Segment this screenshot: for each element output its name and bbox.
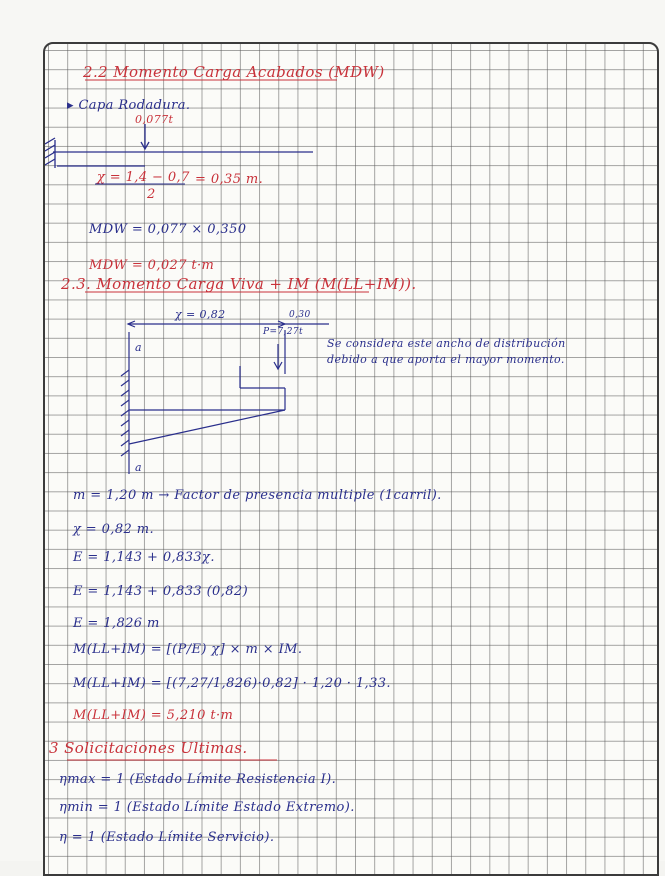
e-substitution-line: E = 1,143 + 0,833 (0,82)	[73, 584, 249, 599]
e-result-line: E = 1,826 m	[73, 616, 160, 631]
load-value: 0,077t	[135, 113, 174, 126]
cantilever-sketch-1	[45, 124, 313, 168]
x-value-line: χ = 0,82 m.	[73, 522, 154, 537]
x-equation-denominator: 2	[147, 187, 156, 202]
note-line-2: debido a que aporta el mayor momento.	[327, 353, 565, 366]
note-line-1: Se considera este ancho de distribución	[327, 337, 566, 350]
eta-max-line: ηmax = 1 (Estado Límite Resistencia I).	[59, 772, 337, 787]
point-a-top: a	[135, 341, 142, 354]
grid-paper	[43, 42, 659, 876]
mll-result-line: M(LL+IM) = 5,210 t·m	[73, 708, 234, 723]
section-title-3: 3 Solicitaciones Ultimas.	[49, 739, 248, 757]
mll-substitution-line: M(LL+IM) = [(7,27/1,826)·0,82] · 1,20 · 1,33.	[73, 676, 391, 691]
point-a-bottom: a	[135, 461, 142, 474]
e-formula-line: E = 1,143 + 0,833χ.	[73, 550, 215, 565]
section-title-2-2: 2.2 Momento Carga Acabados (MDW)	[83, 63, 385, 81]
m-factor-line: m = 1,20 m → Factor de presencia multiple (1carril).	[73, 488, 442, 503]
cantilever-sketch-2	[121, 321, 329, 474]
eta-min-line: ηmin = 1 (Estado Límite Estado Extremo).	[59, 800, 355, 815]
x-equation-result: = 0,35 m.	[195, 172, 264, 187]
mll-formula-line: M(LL+IM) = [(P/E) χ] × m × IM.	[73, 642, 303, 657]
mdw-calculation: MDW = 0,077 × 0,350	[89, 222, 247, 237]
eta-line: η = 1 (Estado Límite Servicio).	[59, 830, 275, 845]
dimension-x: χ = 0,82	[175, 308, 226, 321]
section-title-2-3: 2.3. Momento Carga Viva + IM (M(LL+IM)).	[61, 275, 417, 293]
mdw-result: MDW = 0,027 t·m	[89, 258, 215, 273]
x-equation-numerator: χ = 1,4 − 0,7	[97, 170, 190, 185]
capa-rodadura-label: ▸ Capa Rodadura.	[67, 98, 191, 113]
dimension-width: 0,30	[289, 310, 311, 320]
point-load: P=7,27t	[263, 327, 304, 337]
